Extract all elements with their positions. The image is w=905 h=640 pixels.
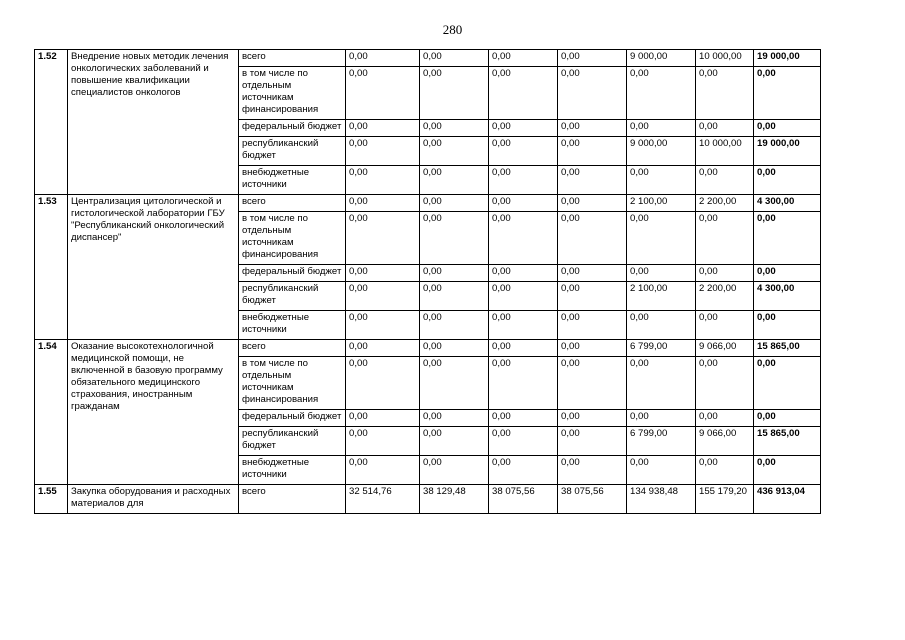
total-value: 0,00 [754, 456, 821, 485]
year-value: 0,00 [558, 340, 627, 357]
year-value: 0,00 [558, 137, 627, 166]
total-value: 19 000,00 [754, 137, 821, 166]
year-value: 10 000,00 [696, 137, 754, 166]
row-index: 1.52 [35, 50, 68, 195]
total-value: 436 913,04 [754, 485, 821, 514]
year-value: 9 000,00 [627, 137, 696, 166]
year-value: 6 799,00 [627, 340, 696, 357]
activity-name: Оказание высокотехнологичной медицинской помощи, не включенной в базовую программу обязательного медицинского страхования, иностранным гражданам [68, 340, 239, 485]
year-value: 0,00 [420, 120, 489, 137]
funding-source: всего [239, 485, 346, 514]
year-value: 0,00 [696, 456, 754, 485]
total-value: 0,00 [754, 67, 821, 120]
year-value: 0,00 [420, 166, 489, 195]
year-value: 0,00 [558, 265, 627, 282]
year-value: 0,00 [696, 212, 754, 265]
year-value: 0,00 [420, 195, 489, 212]
year-value: 0,00 [627, 166, 696, 195]
year-value: 38 075,56 [558, 485, 627, 514]
funding-source: федеральный бюджет [239, 265, 346, 282]
total-value: 15 865,00 [754, 340, 821, 357]
activity-name: Централизация цитологической и гистологической лаборатории ГБУ "Республиканский онкологический диспансер" [68, 195, 239, 340]
year-value: 0,00 [627, 67, 696, 120]
funding-source: республиканский бюджет [239, 282, 346, 311]
year-value: 0,00 [420, 357, 489, 410]
year-value: 0,00 [346, 410, 420, 427]
year-value: 0,00 [696, 265, 754, 282]
funding-source: республиканский бюджет [239, 427, 346, 456]
year-value: 9 066,00 [696, 427, 754, 456]
funding-source: всего [239, 340, 346, 357]
year-value: 2 200,00 [696, 282, 754, 311]
year-value: 0,00 [489, 357, 558, 410]
year-value: 2 100,00 [627, 282, 696, 311]
year-value: 0,00 [489, 456, 558, 485]
year-value: 0,00 [627, 357, 696, 410]
year-value: 0,00 [627, 311, 696, 340]
year-value: 9 000,00 [627, 50, 696, 67]
activity-name: Закупка оборудования и расходных материалов для [68, 485, 239, 514]
table-row [35, 50, 821, 67]
table-row [35, 340, 821, 357]
year-value: 0,00 [489, 67, 558, 120]
funding-source: в том числе по отдельным источникам финансирования [239, 212, 346, 265]
year-value: 134 938,48 [627, 485, 696, 514]
year-value: 38 129,48 [420, 485, 489, 514]
year-value: 0,00 [489, 265, 558, 282]
year-value: 155 179,20 [696, 485, 754, 514]
funding-source: внебюджетные источники [239, 311, 346, 340]
total-value: 0,00 [754, 311, 821, 340]
activity-name: Внедрение новых методик лечения онкологических заболеваний и повышение квалификации специалистов онкологов [68, 50, 239, 195]
year-value: 10 000,00 [696, 50, 754, 67]
year-value: 0,00 [420, 410, 489, 427]
year-value: 9 066,00 [696, 340, 754, 357]
total-value: 19 000,00 [754, 50, 821, 67]
year-value: 0,00 [420, 50, 489, 67]
year-value: 0,00 [627, 120, 696, 137]
year-value: 0,00 [696, 311, 754, 340]
year-value: 0,00 [420, 67, 489, 120]
year-value: 0,00 [696, 357, 754, 410]
year-value: 0,00 [558, 410, 627, 427]
year-value: 0,00 [558, 195, 627, 212]
budget-table-body [35, 50, 821, 514]
year-value: 38 075,56 [489, 485, 558, 514]
year-value: 0,00 [420, 427, 489, 456]
year-value: 0,00 [558, 357, 627, 410]
year-value: 0,00 [420, 212, 489, 265]
funding-source: всего [239, 50, 346, 67]
year-value: 0,00 [346, 137, 420, 166]
year-value: 0,00 [346, 166, 420, 195]
year-value: 0,00 [489, 195, 558, 212]
funding-source: внебюджетные источники [239, 456, 346, 485]
total-value: 0,00 [754, 120, 821, 137]
total-value: 4 300,00 [754, 195, 821, 212]
funding-source: внебюджетные источники [239, 166, 346, 195]
total-value: 0,00 [754, 357, 821, 410]
year-value: 0,00 [420, 456, 489, 485]
year-value: 0,00 [558, 427, 627, 456]
year-value: 0,00 [346, 311, 420, 340]
year-value: 0,00 [558, 50, 627, 67]
year-value: 0,00 [346, 195, 420, 212]
year-value: 0,00 [420, 340, 489, 357]
year-value: 0,00 [558, 282, 627, 311]
total-value: 0,00 [754, 166, 821, 195]
year-value: 0,00 [696, 120, 754, 137]
row-index: 1.54 [35, 340, 68, 485]
year-value: 0,00 [420, 311, 489, 340]
year-value: 0,00 [558, 311, 627, 340]
row-index: 1.55 [35, 485, 68, 514]
year-value: 0,00 [346, 357, 420, 410]
year-value: 0,00 [420, 265, 489, 282]
table-row [35, 195, 821, 212]
year-value: 0,00 [558, 67, 627, 120]
year-value: 0,00 [346, 427, 420, 456]
year-value: 0,00 [346, 282, 420, 311]
year-value: 0,00 [489, 410, 558, 427]
year-value: 0,00 [696, 410, 754, 427]
year-value: 0,00 [420, 282, 489, 311]
year-value: 32 514,76 [346, 485, 420, 514]
year-value: 0,00 [627, 456, 696, 485]
year-value: 0,00 [489, 137, 558, 166]
year-value: 2 200,00 [696, 195, 754, 212]
year-value: 0,00 [558, 212, 627, 265]
total-value: 15 865,00 [754, 427, 821, 456]
funding-source: федеральный бюджет [239, 410, 346, 427]
year-value: 0,00 [627, 265, 696, 282]
funding-source: федеральный бюджет [239, 120, 346, 137]
year-value: 0,00 [558, 456, 627, 485]
page-number: 280 [442, 22, 463, 37]
funding-source: в том числе по отдельным источникам финансирования [239, 67, 346, 120]
year-value: 0,00 [627, 212, 696, 265]
total-value: 0,00 [754, 212, 821, 265]
funding-source: республиканский бюджет [239, 137, 346, 166]
total-value: 4 300,00 [754, 282, 821, 311]
year-value: 0,00 [489, 311, 558, 340]
year-value: 0,00 [489, 166, 558, 195]
year-value: 0,00 [489, 50, 558, 67]
year-value: 0,00 [489, 212, 558, 265]
year-value: 0,00 [346, 340, 420, 357]
year-value: 0,00 [696, 166, 754, 195]
year-value: 0,00 [558, 120, 627, 137]
year-value: 0,00 [346, 67, 420, 120]
year-value: 0,00 [346, 265, 420, 282]
year-value: 0,00 [346, 50, 420, 67]
table-row [35, 485, 821, 514]
year-value: 0,00 [489, 282, 558, 311]
year-value: 0,00 [346, 212, 420, 265]
year-value: 0,00 [346, 120, 420, 137]
year-value: 0,00 [489, 427, 558, 456]
year-value: 6 799,00 [627, 427, 696, 456]
year-value: 0,00 [489, 120, 558, 137]
year-value: 0,00 [420, 137, 489, 166]
budget-table [34, 49, 821, 514]
row-index: 1.53 [35, 195, 68, 340]
year-value: 0,00 [696, 67, 754, 120]
total-value: 0,00 [754, 410, 821, 427]
funding-source: всего [239, 195, 346, 212]
year-value: 0,00 [627, 410, 696, 427]
year-value: 2 100,00 [627, 195, 696, 212]
year-value: 0,00 [489, 340, 558, 357]
year-value: 0,00 [346, 456, 420, 485]
total-value: 0,00 [754, 265, 821, 282]
year-value: 0,00 [558, 166, 627, 195]
funding-source: в том числе по отдельным источникам финансирования [239, 357, 346, 410]
